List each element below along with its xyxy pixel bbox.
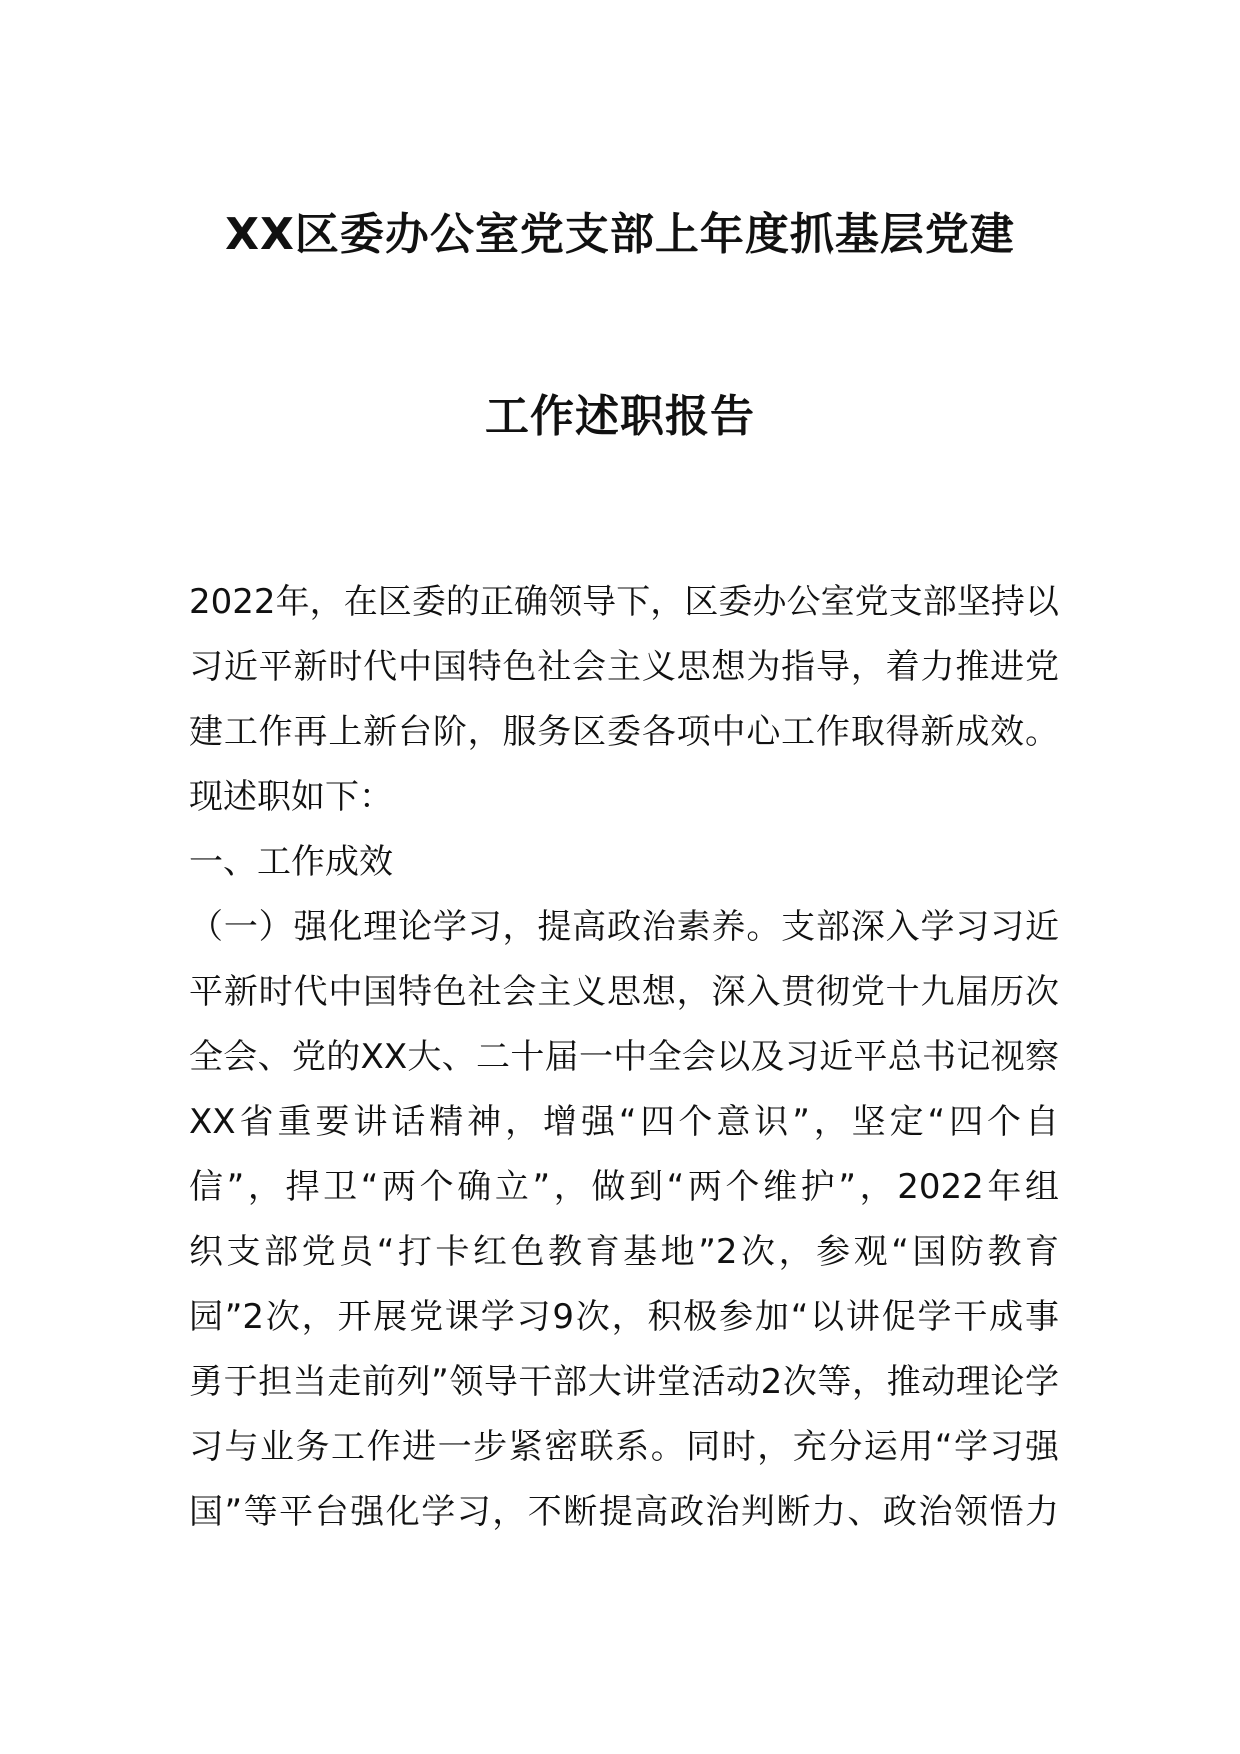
- text-line: 织支部党员“打卡红色教育基地”2次，参观“国防教育: [189, 1232, 1059, 1272]
- section-heading-text: 一、工作成效: [189, 842, 393, 882]
- text-line: 习与业务工作进一步紧密联系。同时，充分运用“学习强: [189, 1427, 1059, 1467]
- text-line: 建工作再上新台阶，服务区委各项中心工作取得新成效。: [189, 712, 1059, 752]
- section-heading: [189, 830, 1059, 895]
- text-line: 习近平新时代中国特色社会主义思想为指导，着力推进党: [189, 647, 1059, 687]
- document-title-line-2: 工作述职报告: [485, 391, 755, 442]
- text-line: 平新时代中国特色社会主义思想，深入贯彻党十九届历次: [189, 972, 1059, 1012]
- text-line: 信”，捍卫“两个确立”，做到“两个维护”，2022年组: [189, 1167, 1059, 1207]
- text-line: XX省重要讲话精神，增强“四个意识”，坚定“四个自: [189, 1102, 1059, 1142]
- text-line: 2022年，在区委的正确领导下，区委办公室党支部坚持以: [189, 582, 1059, 622]
- text-line: 园”2次，开展党课学习9次，积极参加“以讲促学干成事: [189, 1297, 1059, 1337]
- document-body: [189, 570, 1059, 1545]
- paragraph-theory-study: [189, 895, 1059, 1545]
- text-line: 全会、党的XX大、二十届一中全会以及习近平总书记视察: [189, 1037, 1059, 1077]
- text-line: 勇于担当走前列”领导干部大讲堂活动2次等，推动理论学: [189, 1362, 1059, 1402]
- text-line: 国”等平台强化学习，不断提高政治判断力、政治领悟力: [189, 1492, 1059, 1532]
- document-title-line-1: XX区委办公室党支部上年度抓基层党建: [225, 209, 1015, 260]
- paragraph-intro: [189, 570, 1059, 830]
- text-line: 现述职如下：: [189, 777, 393, 817]
- text-line: （一）强化理论学习，提高政治素养。支部深入学习习近: [189, 907, 1059, 947]
